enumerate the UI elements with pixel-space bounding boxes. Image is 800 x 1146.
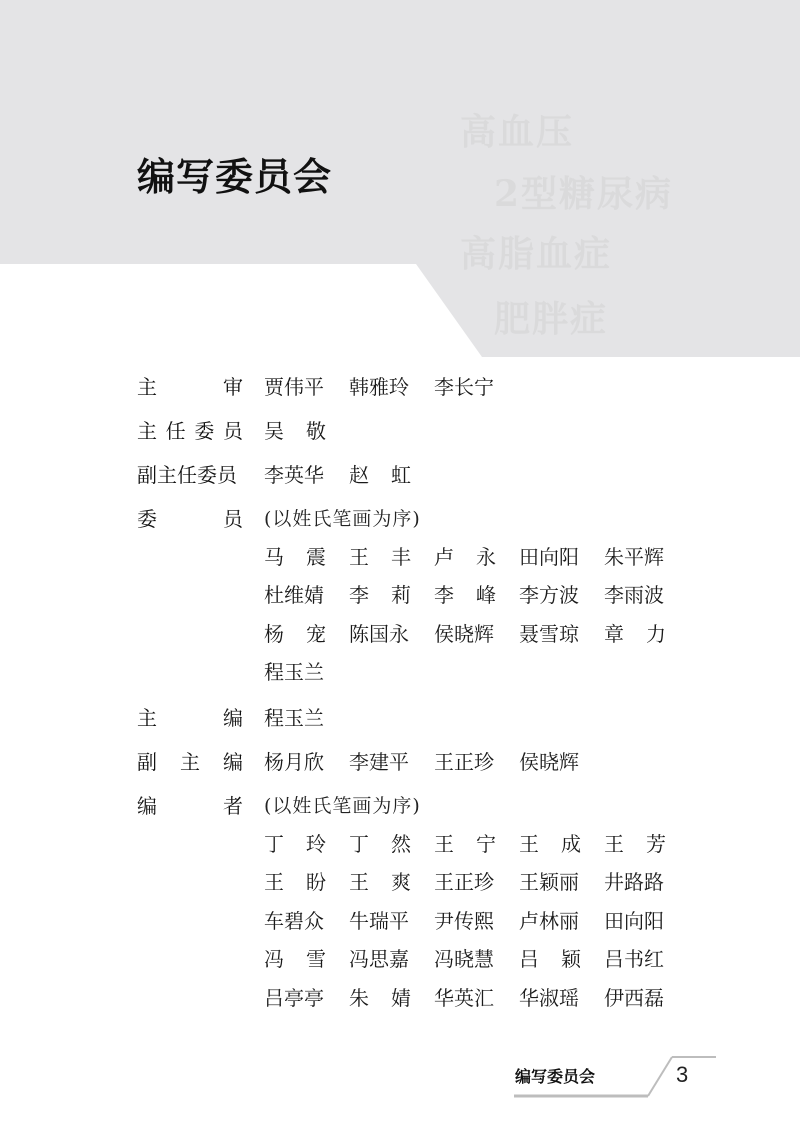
credit-role bbox=[137, 745, 243, 775]
person-name: 尹传熙 bbox=[434, 908, 494, 933]
role-label: 编 bbox=[223, 749, 243, 774]
watermark-text: 2型糖尿病 bbox=[494, 173, 674, 215]
person-name: 井路路 bbox=[604, 870, 664, 895]
footer-section-label: 编写委员会 bbox=[515, 1067, 596, 1086]
role-label: 主 bbox=[137, 374, 157, 399]
person-name: 王 丰 bbox=[349, 544, 411, 569]
credit-names bbox=[264, 701, 349, 731]
person-name: 丁 然 bbox=[349, 831, 411, 856]
role-label: 编 bbox=[223, 705, 243, 730]
person-name: 陈国永 bbox=[349, 621, 409, 646]
person-name: 卢 永 bbox=[434, 544, 496, 569]
person-name: 李长宁 bbox=[434, 374, 494, 399]
person-name: 马 震 bbox=[264, 544, 326, 569]
person-name: 杨 宠 bbox=[264, 621, 326, 646]
name-row bbox=[264, 862, 689, 901]
person-name: 冯思嘉 bbox=[349, 947, 409, 972]
role-label: 副 bbox=[137, 749, 157, 774]
ordering-note: (以姓氏笔画为序) bbox=[264, 507, 421, 530]
name-row bbox=[264, 536, 689, 575]
person-name: 田向阳 bbox=[519, 544, 579, 569]
person-name: 王 宁 bbox=[434, 831, 496, 856]
role-label: 员 bbox=[223, 506, 243, 531]
credit-role bbox=[137, 370, 243, 400]
name-row bbox=[264, 613, 689, 652]
person-name: 侯晓辉 bbox=[519, 749, 579, 774]
person-name: 李雨波 bbox=[604, 583, 664, 608]
person-name: 李英华 bbox=[264, 462, 324, 487]
person-name: 冯 雪 bbox=[264, 947, 326, 972]
person-name: 李 莉 bbox=[349, 583, 411, 608]
role-label: 任 bbox=[165, 418, 186, 443]
person-name: 程玉兰 bbox=[264, 660, 324, 685]
role-label: 员 bbox=[222, 418, 243, 443]
credit-role bbox=[137, 789, 243, 819]
ordering-note: (以姓氏笔画为序) bbox=[264, 794, 421, 817]
credit-role bbox=[137, 414, 243, 444]
name-row bbox=[264, 823, 689, 862]
role-label: 副主任委员 bbox=[137, 462, 237, 487]
person-name: 伊西磊 bbox=[604, 985, 664, 1010]
role-label: 者 bbox=[223, 793, 243, 818]
person-name: 卢林丽 bbox=[519, 908, 579, 933]
person-name: 李 峰 bbox=[434, 583, 496, 608]
role-label: 委 bbox=[194, 418, 215, 443]
person-name: 牛瑞平 bbox=[349, 908, 409, 933]
person-name: 吕亭亭 bbox=[264, 985, 324, 1010]
credit-names bbox=[264, 789, 421, 819]
person-name: 朱平辉 bbox=[604, 544, 664, 569]
committee-members-grid bbox=[264, 536, 689, 690]
watermark-text: 高脂血症 bbox=[460, 233, 613, 275]
person-name: 丁 玲 bbox=[264, 831, 326, 856]
person-name: 贾伟平 bbox=[264, 374, 324, 399]
person-name: 王 芳 bbox=[604, 831, 666, 856]
person-name: 王正珍 bbox=[434, 870, 494, 895]
credit-names bbox=[264, 745, 604, 775]
name-row bbox=[264, 939, 689, 978]
role-label: 主 bbox=[180, 749, 200, 774]
person-name: 王颖丽 bbox=[519, 870, 579, 895]
credit-role bbox=[137, 701, 243, 731]
role-label: 委 bbox=[137, 506, 157, 531]
name-row bbox=[264, 900, 689, 939]
person-name: 田向阳 bbox=[604, 908, 664, 933]
person-name: 聂雪琼 bbox=[519, 621, 579, 646]
header-band bbox=[0, 0, 800, 360]
watermark-text: 肥胖症 bbox=[494, 298, 609, 340]
credit-names bbox=[264, 458, 434, 488]
person-name: 杨月欣 bbox=[264, 749, 324, 774]
credit-names bbox=[264, 370, 519, 400]
person-name: 侯晓辉 bbox=[434, 621, 494, 646]
credit-names bbox=[264, 502, 421, 532]
person-name: 赵 虹 bbox=[349, 462, 411, 487]
role-label: 编 bbox=[137, 793, 157, 818]
person-name: 朱 婧 bbox=[349, 985, 411, 1010]
authors-grid bbox=[264, 823, 689, 1016]
name-row bbox=[264, 977, 689, 1016]
person-name: 杜维婧 bbox=[264, 583, 324, 608]
person-name: 车碧众 bbox=[264, 908, 324, 933]
person-name: 李建平 bbox=[349, 749, 409, 774]
person-name: 章 力 bbox=[604, 621, 666, 646]
credit-role bbox=[137, 502, 243, 532]
person-name: 吕书红 bbox=[604, 947, 664, 972]
person-name: 吴 敬 bbox=[264, 418, 326, 443]
person-name: 王 成 bbox=[519, 831, 581, 856]
credit-role bbox=[137, 458, 243, 488]
page-title: 编写委员会 bbox=[137, 155, 333, 199]
role-label: 主 bbox=[137, 705, 157, 730]
page-number: 3 bbox=[676, 1062, 689, 1087]
person-name: 王 盼 bbox=[264, 870, 326, 895]
name-row bbox=[264, 652, 689, 691]
person-name: 程玉兰 bbox=[264, 705, 324, 730]
person-name: 冯晓慧 bbox=[434, 947, 494, 972]
role-label: 审 bbox=[223, 374, 243, 399]
person-name: 李方波 bbox=[519, 583, 579, 608]
name-row bbox=[264, 575, 689, 614]
person-name: 吕 颖 bbox=[519, 947, 581, 972]
role-label: 主 bbox=[137, 418, 157, 443]
person-name: 王 爽 bbox=[349, 870, 411, 895]
person-name: 华淑瑶 bbox=[519, 985, 579, 1010]
credit-names bbox=[264, 414, 349, 444]
person-name: 王正珍 bbox=[434, 749, 494, 774]
watermark-text: 高血压 bbox=[460, 111, 575, 153]
person-name: 华英汇 bbox=[434, 985, 494, 1010]
person-name: 韩雅玲 bbox=[349, 374, 409, 399]
